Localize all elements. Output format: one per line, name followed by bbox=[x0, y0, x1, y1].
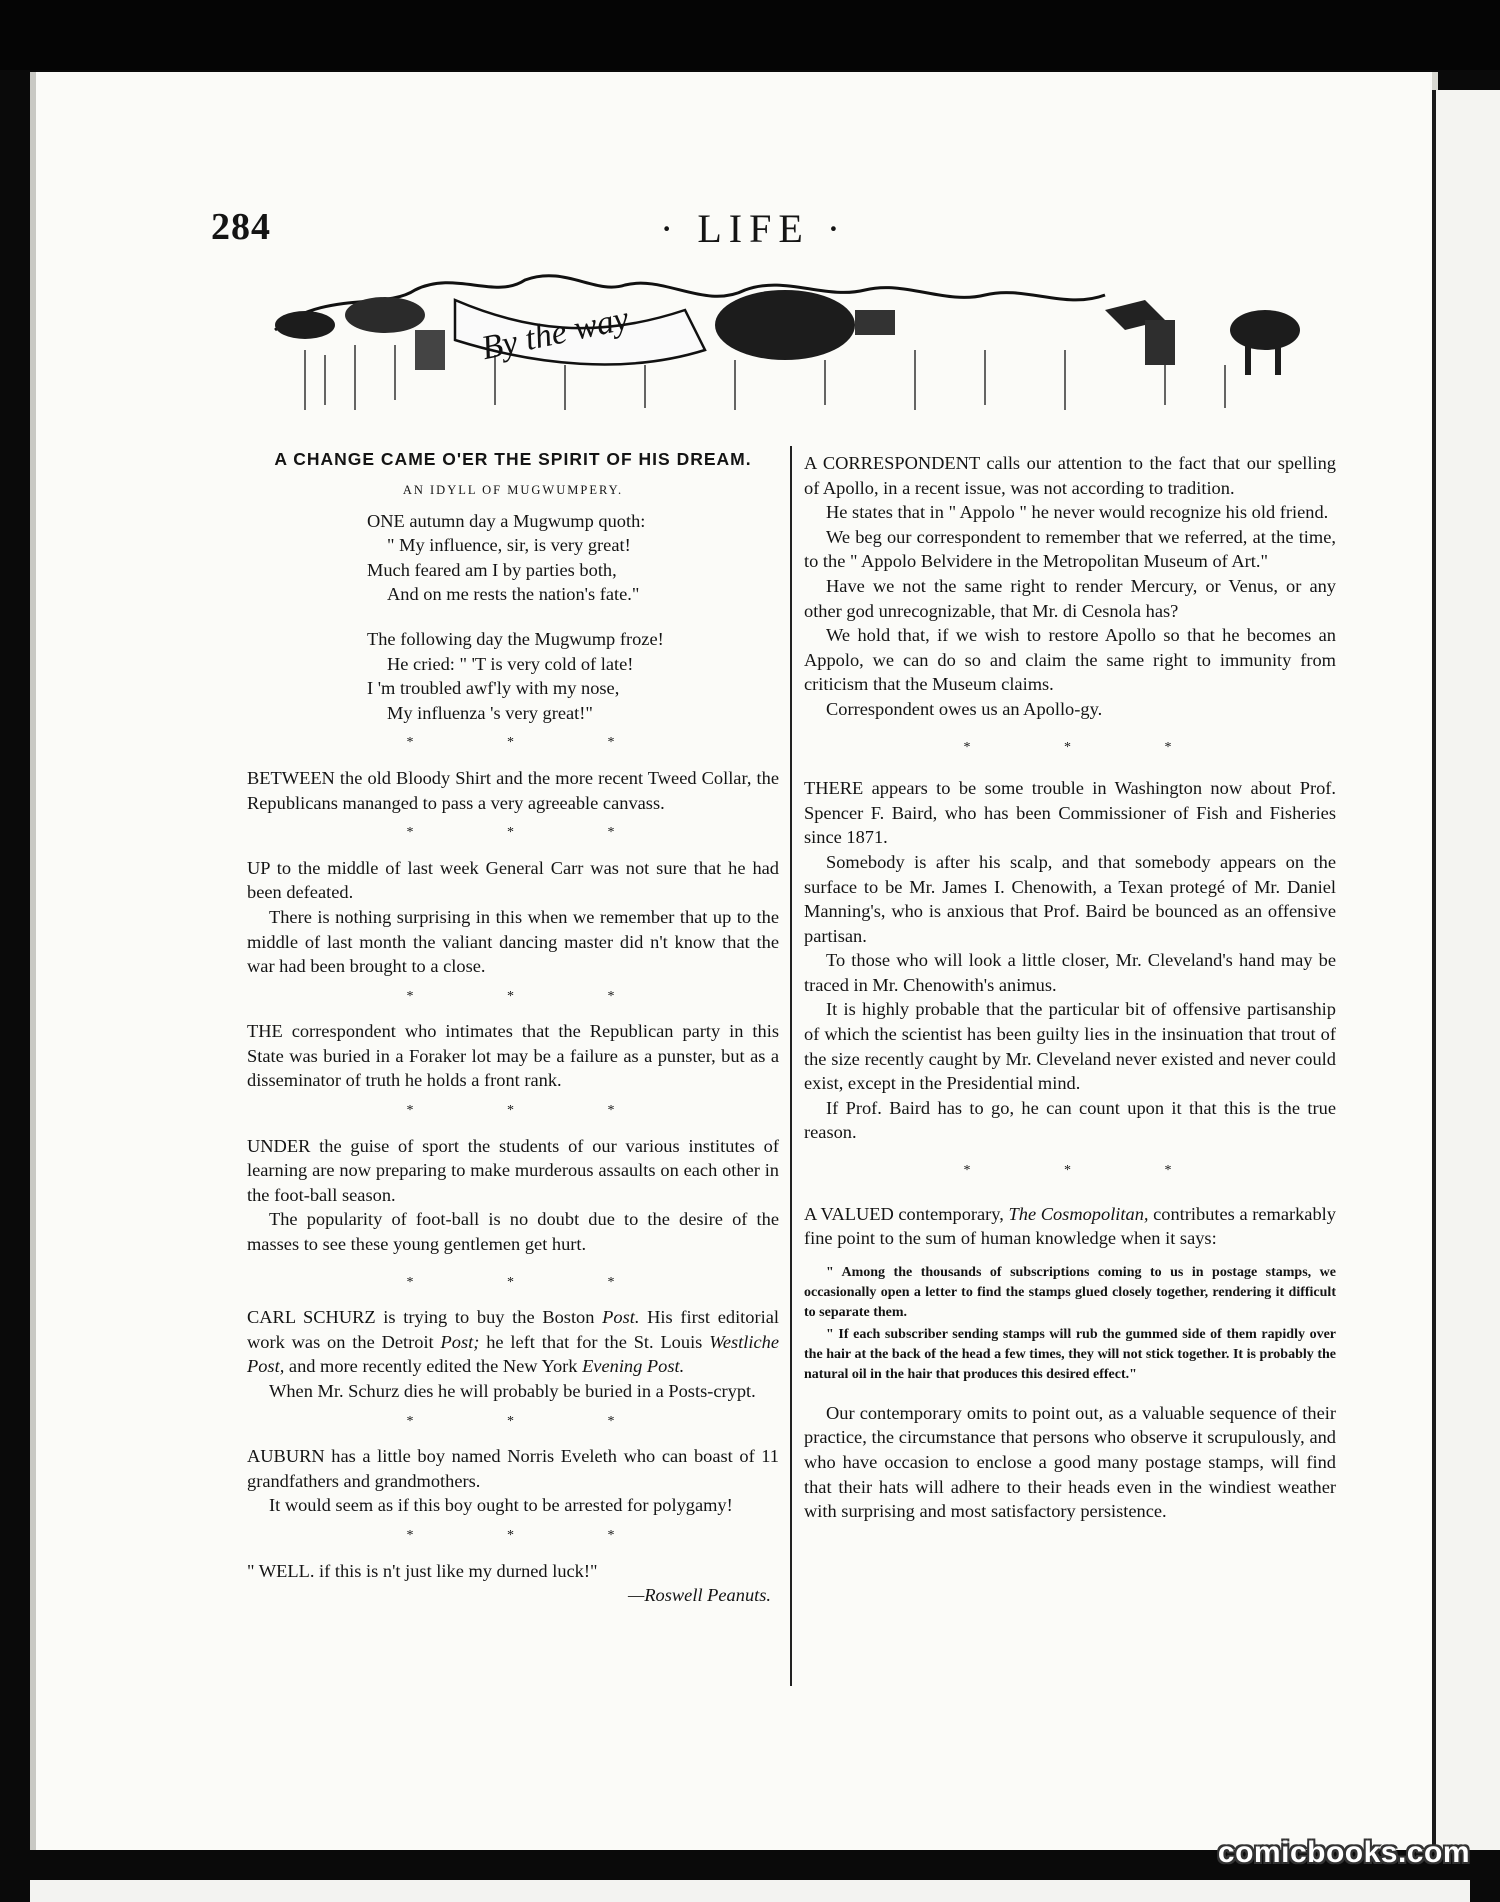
paragraph-correspondent-6: Correspondent owes us an Apollo-gy. bbox=[826, 698, 1103, 719]
next-page-bottom bbox=[30, 1880, 1470, 1902]
paragraph-between: BETWEEN the old Bloody Shirt and the more recent Tweed Collar, the Republicans mananged to pass a very agreeable canvass. bbox=[247, 767, 779, 813]
paragraph-up-cont: There is nothing surprising in this when we remember that up to the middle of last month the valiant dancing master did n't know that the war had been brought to a close. bbox=[247, 906, 779, 977]
paragraph-there-4: It is highly probable that the particular bit of offensive partisanship of which the scientist has been guilty lies in the insinuation that trout of the size recently caught by Mr. Cleveland never existed and never could exist, except in the Presidential mind. bbox=[804, 999, 1336, 1094]
publication-name: The Cosmopolitan, bbox=[1008, 1203, 1149, 1224]
section-separator: * * * bbox=[406, 735, 660, 751]
poem bbox=[247, 509, 779, 726]
watermark: comicbooks.com bbox=[1217, 1836, 1470, 1869]
paragraph-under: UNDER the guise of sport the students of our various institutes of learning are now preparing to make murderous assaults on each other in the foot-ball season. bbox=[247, 1135, 779, 1205]
scan-border-top bbox=[0, 0, 1500, 70]
quotation-2: " If each subscriber sending stamps will rub the gummed side of them rapidly over the hair at the back of the head a few times, they will not stick together. It is probably the natural oil in the hair that produces this desired effect." bbox=[804, 1326, 1336, 1382]
quotation-1: " Among the thousands of subscriptions coming to us in postage stamps, we occasionally open a letter to find the stamps glued closely together, rendering it difficult to separate them. bbox=[804, 1264, 1336, 1320]
poem-line: Much feared am I by parties both, bbox=[367, 559, 617, 580]
column-divider bbox=[790, 446, 792, 1686]
paragraph-auburn-cont: It would seem as if this boy ought to be arrested for polygamy! bbox=[269, 1495, 733, 1516]
right-column bbox=[804, 451, 1336, 1524]
poem-line: He cried: " 'T is very cold of late! bbox=[387, 653, 634, 674]
publication-name: Evening Post. bbox=[582, 1356, 685, 1377]
paragraph-there-5: If Prof. Baird has to go, he can count upon it that this is the true reason. bbox=[804, 1097, 1336, 1143]
banner-text: By the way bbox=[478, 300, 632, 368]
paragraph-correspondent-3: We beg our correspondent to remember that we referred, at the time, to the " Appolo Belvidere in the Metropolitan Museum of Art." bbox=[804, 526, 1336, 572]
paragraph-correspondent-5: We hold that, if we wish to restore Apollo so that he becomes an Appolo, we can do so and claim the same right to immunity from criticism that the Museum claims. bbox=[804, 625, 1336, 695]
text-run: His first editorial work was on the Detroit bbox=[247, 1307, 779, 1352]
section-separator: * * * bbox=[406, 1103, 660, 1119]
paragraph-final: Our contemporary omits to point out, as a valuable sequence of their practice, the circumstance that persons who observe it scrupulously, and who have occasion to enclose a good many postage stamps, will find that their hats will adhere to their heads even in the windiest weather with surprising and most satisfactory persistence. bbox=[804, 1402, 1336, 1522]
paragraph-the-correspondent: THE correspondent who intimates that the Republican party in this State was buried in a Foraker lot may be a failure as a punster, but as a disseminator of truth he holds a front rank. bbox=[247, 1021, 779, 1091]
text-run: A VALUED contemporary, bbox=[804, 1203, 1004, 1224]
page-number: 284 bbox=[211, 206, 271, 248]
poem-stanza-1 bbox=[367, 509, 779, 607]
paragraph-carl-schurz bbox=[247, 1305, 779, 1379]
left-column bbox=[247, 446, 779, 1608]
paragraph-under-cont: The popularity of foot-ball is no doubt due to the desire of the masses to see these young gentlemen get hurt. bbox=[247, 1209, 779, 1255]
text-run: he left that for the St. Louis bbox=[486, 1331, 703, 1352]
paragraph-correspondent-4: Have we not the same right to render Mercury, or Venus, or any other god unrecognizable, that Mr. di Cesnola has? bbox=[804, 575, 1336, 621]
publication-name: Post. bbox=[602, 1307, 640, 1328]
section-separator: * * * bbox=[406, 825, 660, 841]
section-separator: * * * bbox=[406, 988, 660, 1004]
paragraph-there: THERE appears to be some trouble in Washington now about Prof. Spencer F. Baird, who has been Commissioner of Fish and Fisheries since 1871. bbox=[804, 778, 1336, 848]
poem-line: My influenza 's very great!" bbox=[387, 702, 593, 723]
text-run: contributes a remarkably fine point to the sum of human knowledge when it says: bbox=[804, 1203, 1336, 1249]
section-separator: * * * bbox=[963, 739, 1217, 755]
paragraph-correspondent: A CORRESPONDENT calls our attention to the fact that our spelling of Apollo, in a recent issue, was not according to tradition. bbox=[804, 453, 1336, 498]
paragraph-valued bbox=[804, 1202, 1336, 1251]
paragraph-there-2: Somebody is after his scalp, and that somebody appears on the surface to be Mr. James I. Chenowith, a Texan protegé of Mr. Daniel Manning's, who is anxious that Prof. Baird be bounced as an offensive partisan. bbox=[804, 851, 1336, 946]
article-title: A CHANGE CAME O'ER THE SPIRIT OF HIS DREAM. bbox=[274, 449, 752, 469]
poem-line: I 'm troubled awf'ly with my nose, bbox=[367, 678, 620, 699]
signature: —Roswell Peanuts. bbox=[627, 1585, 771, 1606]
paragraph-up: UP to the middle of last week General Carr was not sure that he had been defeated. bbox=[247, 857, 779, 903]
by-the-way-banner-illustration bbox=[265, 270, 1315, 415]
text-run: CARL SCHURZ is trying to buy the Boston bbox=[247, 1307, 595, 1328]
paragraph-correspondent-2: He states that in " Appolo " he never would recognize his old friend. bbox=[826, 502, 1329, 523]
poem-line: And on me rests the nation's fate." bbox=[387, 584, 640, 605]
paragraph-carl-schurz-cont: When Mr. Schurz dies he will probably be buried in a Posts-crypt. bbox=[269, 1381, 756, 1401]
poem-line: " My influence, sir, is very great! bbox=[387, 535, 631, 556]
section-separator: * * * bbox=[406, 1527, 660, 1543]
publication-name: Westliche Post, bbox=[247, 1331, 779, 1377]
text-run: and more recently edited the New York bbox=[288, 1356, 578, 1377]
poem-line: The following day the Mugwump froze! bbox=[367, 628, 664, 649]
section-separator: * * * bbox=[963, 1163, 1217, 1179]
poem-line: ONE autumn day a Mugwump quoth: bbox=[367, 510, 646, 531]
masthead-title: · LIFE · bbox=[660, 206, 848, 251]
publication-name: Post; bbox=[440, 1331, 480, 1352]
poem-stanza-2 bbox=[367, 627, 779, 725]
paragraph-there-3: To those who will look a little closer, Mr. Cleveland's hand may be traced in Mr. Chenowith's animus. bbox=[804, 950, 1336, 995]
section-separator: * * * bbox=[406, 1413, 660, 1429]
article-subtitle: AN IDYLL OF MUGWUMPERY. bbox=[402, 483, 624, 497]
section-separator: * * * bbox=[406, 1274, 660, 1290]
next-page-edge bbox=[1432, 90, 1500, 1850]
paragraph-well: " WELL. if this is n't just like my durned luck!" bbox=[247, 1560, 598, 1581]
paragraph-auburn: AUBURN has a little boy named Norris Eveleth who can boast of 11 grandfathers and grandmothers. bbox=[247, 1446, 779, 1491]
